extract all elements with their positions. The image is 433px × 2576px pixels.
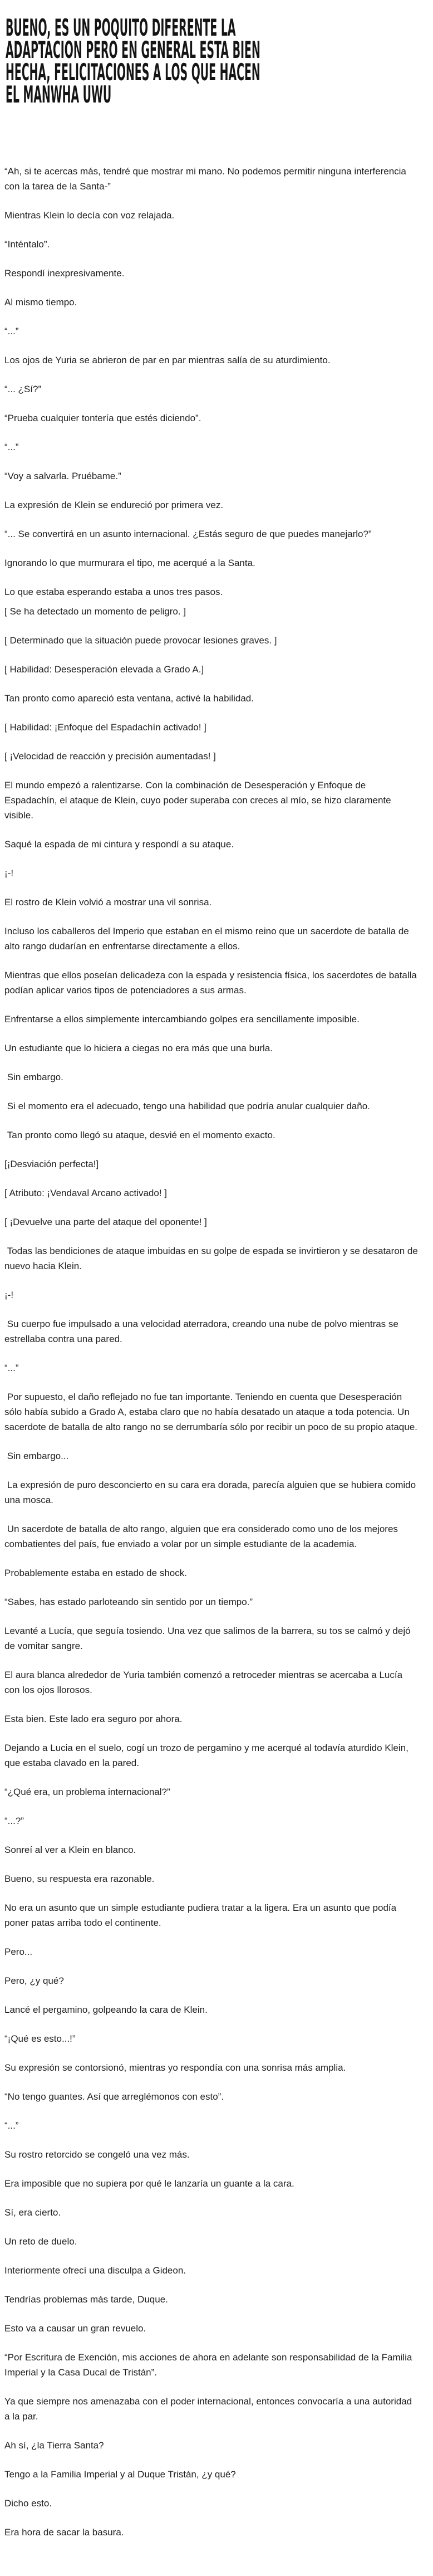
paragraph: Los ojos de Yuria se abrieron de par en par mientras salía de su aturdimiento. — [4, 355, 331, 365]
paragraph: [ Habilidad: Desesperación elevada a Grado A.] — [4, 664, 204, 675]
paragraph: Era imposible que no supiera por qué le lanzaría un guante a la cara. — [4, 2178, 294, 2189]
paragraph: La expresión de Klein se endureció por primera vez. — [4, 500, 224, 510]
note-header-line: EL MANWHA UWU — [6, 81, 112, 108]
paragraph: Ah sí, ¿la Tierra Santa? — [4, 2440, 104, 2451]
paragraph: Interiormente ofrecí una disculpa a Gideon. — [4, 2265, 186, 2276]
paragraph: Incluso los caballeros del Imperio que estaban en el mismo reino que un sacerdote de batalla de alto rango dudarían en enfrentarse directamente a ellos. — [4, 926, 412, 952]
paragraph: La expresión de puro desconcierto en su cara era dorada, parecía alguien que se hubiera comido una mosca. — [4, 1480, 419, 1505]
paragraph: “...?” — [4, 1816, 24, 1826]
paragraph: Pero... — [4, 1946, 33, 1957]
paragraph: Enfrentarse a ellos simplemente intercambiando golpes era sencillamente imposible. — [4, 1014, 360, 1024]
paragraph: Era hora de sacar la basura. — [4, 2527, 124, 2538]
paragraph: Tendrías problemas más tarde, Duque. — [4, 2294, 168, 2305]
paragraph: Lancé el pergamino, golpeando la cara de Klein. — [4, 2004, 208, 2015]
paragraph: Por supuesto, el daño reflejado no fue tan importante. Teniendo en cuenta que Desesperación sólo había subido a Grado A, estaba claro que no había desatado un ataque a toda potencia. Un sacerdote de batalla de alto rango no se derrumbaría sólo por recibir un poco de su propio ataque. — [4, 1392, 417, 1432]
paragraph: No era un asunto que un simple estudiante pudiera tratar a la ligera. Era un asunto que podía poner patas arriba todo el continente. — [4, 1902, 399, 1928]
paragraph: Tan pronto como llegó su ataque, desvié en el momento exacto. — [4, 1130, 275, 1140]
paragraph: “Prueba cualquier tontería que estés diciendo”. — [4, 413, 201, 423]
paragraph: “... Se convertirá en un asunto internacional. ¿Estás seguro de que puedes manejarlo?” — [4, 529, 372, 539]
paragraph: [ ¡Devuelve una parte del ataque del oponente! ] — [4, 1217, 207, 1227]
paragraph: El mundo empezó a ralentizarse. Con la combinación de Desesperación y Enfoque de Espadachín, el ataque de Klein, cuyo poder superaba con creces al mío, se hizo claramente visible. — [4, 780, 394, 821]
paragraph: Ignorando lo que murmurara el tipo, me acerqué a la Santa. — [4, 558, 255, 568]
paragraph: [ Determinado que la situación puede provocar lesiones graves. ] — [4, 635, 277, 646]
paragraph: “Inténtalo”. — [4, 239, 50, 250]
paragraph: “...” — [4, 2120, 19, 2131]
paragraph: “...” — [4, 326, 19, 336]
paragraph: [¡Desviación perfecta!] — [4, 1159, 99, 1169]
paragraph: Esto va a causar un gran revuelo. — [4, 2323, 146, 2334]
paragraph: El rostro de Klein volvió a mostrar una vil sonrisa. — [4, 897, 212, 908]
paragraph: Mientras Klein lo decía con voz relajada. — [4, 210, 175, 221]
paragraph: “... ¿Sí?” — [4, 384, 42, 394]
paragraph: Bueno, su respuesta era razonable. — [4, 1874, 155, 1884]
paragraph: “Voy a salvarla. Pruébame.” — [4, 471, 121, 481]
paragraph: [ ¡Velocidad de reacción y precisión aumentadas! ] — [4, 751, 216, 762]
paragraph: Un estudiante que lo hiciera a ciegas no era más que una burla. — [4, 1043, 273, 1053]
paragraph: ¡-! — [4, 868, 14, 879]
paragraph: Saqué la espada de mi cintura y respondí a su ataque. — [4, 839, 234, 850]
paragraph: Dicho esto. — [4, 2498, 52, 2509]
chapter-text — [4, 164, 429, 2540]
paragraph: “...” — [4, 1363, 19, 1373]
paragraph: Mientras que ellos poseían delicadeza con la espada y resistencia física, los sacerdotes de batalla podían aplicar varios tipos de potenciadores a sus armas. — [4, 970, 420, 996]
note-header-line: HECHA, FELICITACIONES A LOS QUE HACEN — [6, 58, 260, 86]
paragraph: Probablemente estaba en estado de shock. — [4, 1568, 187, 1578]
paragraph: Un reto de duelo. — [4, 2236, 77, 2247]
note-header-line: BUENO, ES UN POQUITO DIFERENTE LA — [6, 14, 236, 41]
paragraph: Un sacerdote de batalla de alto rango, alguien que era considerado como uno de los mejores combatientes del país, fue enviado a volar por un simple estudiante de la academia. — [4, 1524, 401, 1549]
paragraph: “Ah, si te acercas más, tendré que mostrar mi mano. No podemos permitir ninguna interferencia con la tarea de la Santa-” — [4, 166, 409, 192]
paragraph: ¡-! — [4, 1290, 14, 1300]
paragraph: “...” — [4, 442, 19, 452]
paragraph: Levanté a Lucía, que seguía tosiendo. Una vez que salimos de la barrera, su tos se calmó y dejó de vomitar sangre. — [4, 1626, 414, 1651]
paragraph: Tengo a la Familia Imperial y al Duque Tristán, ¿y qué? — [4, 2469, 236, 2480]
paragraph: Tan pronto como apareció esta ventana, activé la habilidad. — [4, 693, 254, 704]
paragraph: [ Atributo: ¡Vendaval Arcano activado! ] — [4, 1188, 168, 1198]
paragraph: [ Se ha detectado un momento de peligro. ] — [4, 606, 186, 617]
paragraph: Su cuerpo fue impulsado a una velocidad aterradora, creando una nube de polvo mientras se estrellaba contra una pared. — [4, 1319, 401, 1344]
paragraph: Su expresión se contorsionó, mientras yo respondía con una sonrisa más amplia. — [4, 2062, 346, 2073]
paragraph: Dejando a Lucia en el suelo, cogí un trozo de pergamino y me acerqué al todavía aturdido Klein, que estaba clavado en la pared. — [4, 1743, 411, 1768]
paragraph: “¡Qué es esto...!” — [4, 2033, 76, 2044]
paragraph: El aura blanca alrededor de Yuria también comenzó a retroceder mientras se acercaba a Lucía con los ojos llorosos. — [4, 1670, 405, 1695]
paragraph: Ya que siempre nos amenazaba con el poder internacional, entonces convocaría a una autoridad a la par. — [4, 2396, 415, 2422]
paragraph: “Por Escritura de Exención, mis acciones de ahora en adelante son responsabilidad de la Familia Imperial y la Casa Ducal de Tristán”. — [4, 2352, 415, 2378]
paragraph: Su rostro retorcido se congeló una vez más. — [4, 2149, 190, 2160]
paragraph: Pero, ¿y qué? — [4, 1975, 64, 1986]
paragraph: Si el momento era el adecuado, tengo una habilidad que podría anular cualquier daño. — [4, 1101, 370, 1111]
paragraph: Sin embargo... — [4, 1451, 69, 1461]
paragraph: Sí, era cierto. — [4, 2207, 61, 2218]
paragraph: Todas las bendiciones de ataque imbuidas en su golpe de espada se invirtieron y se desataron de nuevo hacia Klein. — [4, 1246, 421, 1271]
paragraph: Esta bien. Este lado era seguro por ahora. — [4, 1714, 183, 1724]
note-header-line: ADAPTACION PERO EN GENERAL ESTA BIEN — [6, 36, 260, 64]
paragraph: Sonreí al ver a Klein en blanco. — [4, 1845, 136, 1855]
paragraph: “No tengo guantes. Así que arreglémonos con esto”. — [4, 2091, 224, 2102]
note-header — [6, 14, 429, 108]
paragraph: Al mismo tiempo. — [4, 297, 77, 308]
paragraph: [ Habilidad: ¡Enfoque del Espadachín activado! ] — [4, 722, 206, 733]
paragraph: “¿Qué era, un problema internacional?” — [4, 1787, 170, 1797]
paragraph: Respondí inexpresivamente. — [4, 268, 125, 279]
paragraph: Sin embargo. — [4, 1072, 63, 1082]
paragraph: Lo que estaba esperando estaba a unos tres pasos. — [4, 587, 223, 597]
paragraph: “Sabes, has estado parloteando sin sentido por un tiempo.” — [4, 1597, 253, 1607]
